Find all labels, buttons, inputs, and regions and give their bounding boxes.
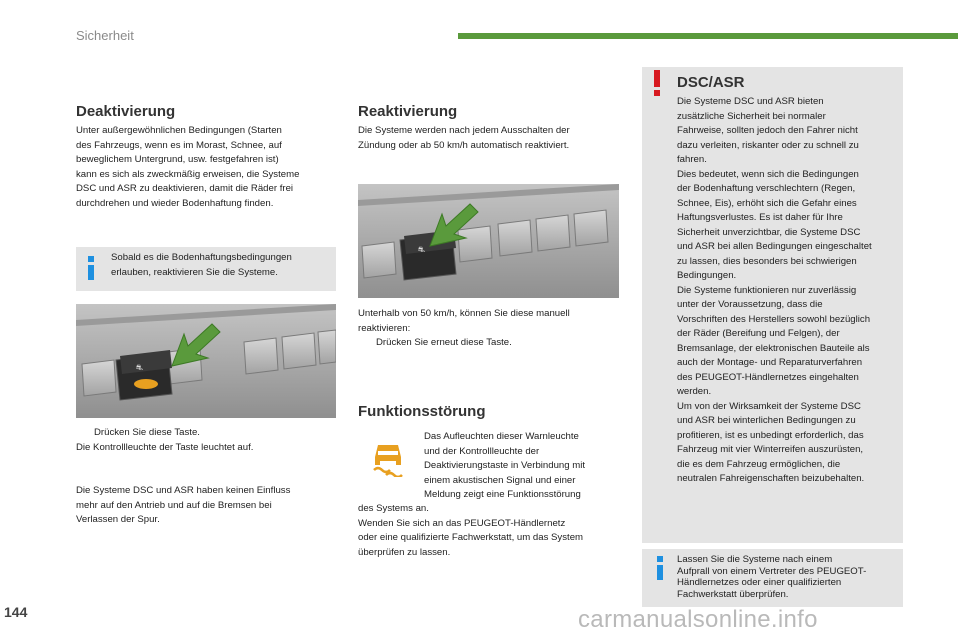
funktionsstoerung-indented: Das Aufleuchten dieser Warnleuchte und der Kontrollleuchte der Deaktivierungstaste in Verbindung mit einem akustischen Signal und einer Meldung zeigt eine Funktionsstörung xyxy=(424,431,586,500)
svg-text:⛐: ⛐ xyxy=(136,363,143,372)
reactivation-button-photo xyxy=(358,184,619,298)
deaktivierung-text: Unter außergewöhnlichen Bedingungen (Starten des Fahrzeugs, wenn es im Morast, Schnee, auf beweglichem Untergrund, usw. festgefahren ist) kann es sich als zweckmäßig erweisen, die Systeme DSC und ASR zu deaktivieren, damit die Räder frei durchdrehen und wieder Bodenhaftung finden. xyxy=(76,125,300,209)
dsc-asr-info-text: Lassen Sie die Systeme nach einem Aufprall von einem Vertreter des PEUGEOT- Händlernetzes oder einer qualifizierten Fachwerkstatt überprüfen. xyxy=(677,554,867,600)
header-accent-bar xyxy=(458,33,958,39)
deaktivierung-note: Die Systeme DSC und ASR haben keinen Einfluss mehr auf den Antrieb und auf die Bremsen bei Verlassen der Spur. xyxy=(76,485,291,525)
deaktivierung-step: Drücken Sie diese Taste. Die Kontrollleuchte der Taste leuchtet auf. xyxy=(76,427,254,453)
page-number: 144 xyxy=(4,604,28,620)
dsc-asr-title: DSC/ASR xyxy=(677,74,745,91)
dsc-asr-text: Die Systeme DSC und ASR bieten zusätzliche Sicherheit bei normaler Fahrweise, sollten jedoch den Fahrer nicht dazu verleiten, riskanter oder zu schnell zu fahren. Dies bedeutet, wenn sich die Bedingungen der Bodenhaftung verschlechtern (Regen, Schnee, Eis), erhöht sich die Gefahr eines Haftungsverlustes. Es ist daher für Ihre Sicherheit unverzichtbar, die Systeme DSC und ASR bei allen Bedingungen eingeschaltet zu lassen, dies besonders bei schwierigen Bedingungen. Die Systeme funktionieren nur zuverlässig unter der Voraussetzung, dass die Vorschriften des Herstellers sowohl bezüglich der Räder (Bereifung und Felgen), der Bremsanlage, der elektronischen Bauteile als auch der Montage- und Reparaturverfahren des PEUGEOT-Händlernetzes eingehalten werden. Um von der Wirksamkeit der Systeme DSC und ASR bei winterlichen Bedingungen zu profitieren, ist es unbedingt erforderlich, das Fahrzeug mit vier Winterreifen auszurüsten, die es dem Fahrzeug ermöglichen, die neutralen Fahreigenschaften beizubehalten. xyxy=(677,96,872,484)
warning-exclamation-icon xyxy=(650,70,664,98)
deactivation-button-photo xyxy=(76,304,336,418)
reaktivierung-title: Reaktivierung xyxy=(358,103,458,120)
section-title: Sicherheit xyxy=(76,28,134,43)
deaktivierung-title: Deaktivierung xyxy=(76,103,176,120)
deaktivierung-info-text: Sobald es die Bodenhaftungsbedingungen erlauben, reaktivieren Sie die Systeme. xyxy=(111,252,292,278)
info-icon xyxy=(655,556,665,580)
reaktivierung-manual: Unterhalb von 50 km/h, können Sie diese manuell reaktivieren: Drücken Sie erneut diese Taste. xyxy=(358,308,570,348)
button-panel-illustration-2 xyxy=(358,184,619,298)
dsc-asr-info-box xyxy=(642,549,903,607)
info-icon xyxy=(86,256,96,280)
deaktivierung-info-box xyxy=(76,247,336,291)
reaktivierung-text: Die Systeme werden nach jedem Ausschalten der Zündung oder ab 50 km/h automatisch reaktiviert. xyxy=(358,125,570,151)
skid-warning-icon xyxy=(368,437,408,477)
svg-text:⛐: ⛐ xyxy=(418,245,425,254)
funktionsstoerung-text: des Systems an. Wenden Sie sich an das PEUGEOT-Händlernetz oder eine qualifizierte Fachwerkstatt, um das System überprüfen zu lassen. xyxy=(358,503,584,558)
indicator-lamp xyxy=(134,379,158,389)
watermark: carmanualsonline.info xyxy=(578,606,818,633)
button-panel-illustration xyxy=(76,304,336,418)
funktionsstoerung-title: Funktionsstörung xyxy=(358,403,486,420)
